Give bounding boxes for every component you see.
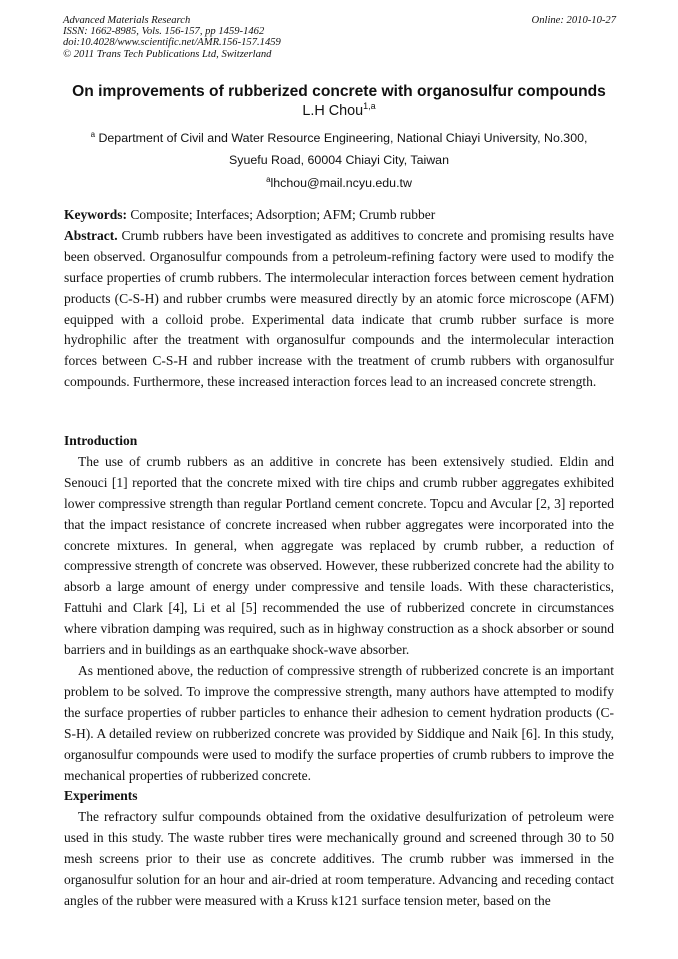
- email-address[interactable]: lhchou@mail.ncyu.edu.tw: [270, 176, 412, 190]
- keywords-abstract-block: [64, 205, 614, 393]
- affiliation: [70, 124, 608, 171]
- keywords-label: Keywords:: [64, 207, 127, 222]
- abstract-label: Abstract.: [64, 227, 118, 243]
- author-line: [0, 101, 678, 119]
- abstract: [64, 226, 614, 393]
- keywords-text: Composite; Interfaces; Adsorption; AFM; Crumb rubber: [127, 207, 436, 222]
- email-superscript: a: [266, 175, 271, 184]
- paper-title: On improvements of rubberized concrete with organosulfur compounds: [72, 83, 606, 100]
- experiments-heading: Experiments: [64, 788, 138, 804]
- introduction-paragraph-1: The use of crumb rubbers as an additive in concrete has been extensively studied. Eldin and Senouci [1] reported that the concrete mixed with tire chips and crumb rubber aggregates exhibited lower compressive strength than regular Portland cement concrete. Topcu and Avcular [2, 3] reported that the impact resistance of concrete increased when rubber aggregates were incorporated into the concrete mixtures. In general, when aggregate was replaced by crumb rubber, a reduction of compressive strength of concrete was observed. However, these rubberized concrete had the ability to absorb a large amount of energy under compressive and tensile loads. With these characteristics, Fattuhi and Clark [4], Li et al [5] recommended the use of rubberized concrete in circumstances where vibration damping was required, such as in highway construction as a shock absorber or sound barriers and in buildings as an earthquake shock-wave absorber.: [64, 453, 614, 658]
- abstract-text: Crumb rubbers have been investigated as additives to concrete and promising results have been observed. Organosulfur compounds from a petroleum-refining factory were used to modify the surface properties of crumb rubbers. The intermolecular interaction forces between cement hydration products (C-S-H) and rubber crumbs were measured directly by an atomic force microscope (AFM) equipped with a colloid probe. Experimental data indicate that crumb rubber surface is more hydrophilic after the treatment with organosulfur compounds and the intermolecular interaction forces between C-S-H and rubber increase with the treatment of crumb rubbers with organosulfur compounds. Furthermore, these increased interaction forces lead to an increased concrete strength.: [64, 227, 614, 390]
- introduction-section: [64, 431, 614, 912]
- experiments-paragraph-1: The refractory sulfur compounds obtained from the oxidative desulfurization of petroleum were used in this study. The waste rubber tires were mechanically ground and screened through 30 to 50 mesh screens prior to their use as concrete additives. The crumb rubber was immersed in the organosulfur solution for an hour and air-dried at room temperature. Advancing and receding contact angles of the rubber were measured with a Kruss k121 surface tension meter, based on the: [64, 809, 614, 908]
- journal-header: [63, 15, 616, 60]
- author-name: L.H Chou: [302, 103, 364, 119]
- introduction-paragraph-2: As mentioned above, the reduction of compressive strength of rubberized concrete is an important problem to be solved. To improve the compressive strength, many authors have attempted to modify the surface properties of rubber particles to enhance their adhesion to cement hydration products (C-S-H). A detailed review on rubberized concrete was provided by Siddique and Naik [6]. In this study, organosulfur compounds were used to modify the surface properties of crumb rubbers to improve the mechanical properties of rubberized concrete.: [64, 662, 614, 783]
- affiliation-superscript: a: [90, 130, 96, 139]
- online-date: Online: 2010-10-27: [531, 15, 616, 26]
- author-email: [0, 175, 678, 190]
- journal-name: Advanced Materials Research: [63, 15, 191, 26]
- copyright-line: © 2011 Trans Tech Publications Ltd, Switzerland: [63, 48, 272, 60]
- affiliation-line-1: Department of Civil and Water Resource Engineering, National Chiayi University, No.300,: [95, 131, 588, 145]
- author-superscript: 1,a: [363, 101, 376, 111]
- introduction-heading: Introduction: [64, 433, 138, 448]
- keywords: [64, 205, 614, 226]
- doi-line: doi:10.4028/www.scientific.net/AMR.156-157.1459: [63, 37, 281, 49]
- affiliation-line-2: Syuefu Road, 60004 Chiayi City, Taiwan: [229, 152, 449, 167]
- issn-line: ISSN: 1662-8985, Vols. 156-157, pp 1459-1462: [63, 26, 265, 38]
